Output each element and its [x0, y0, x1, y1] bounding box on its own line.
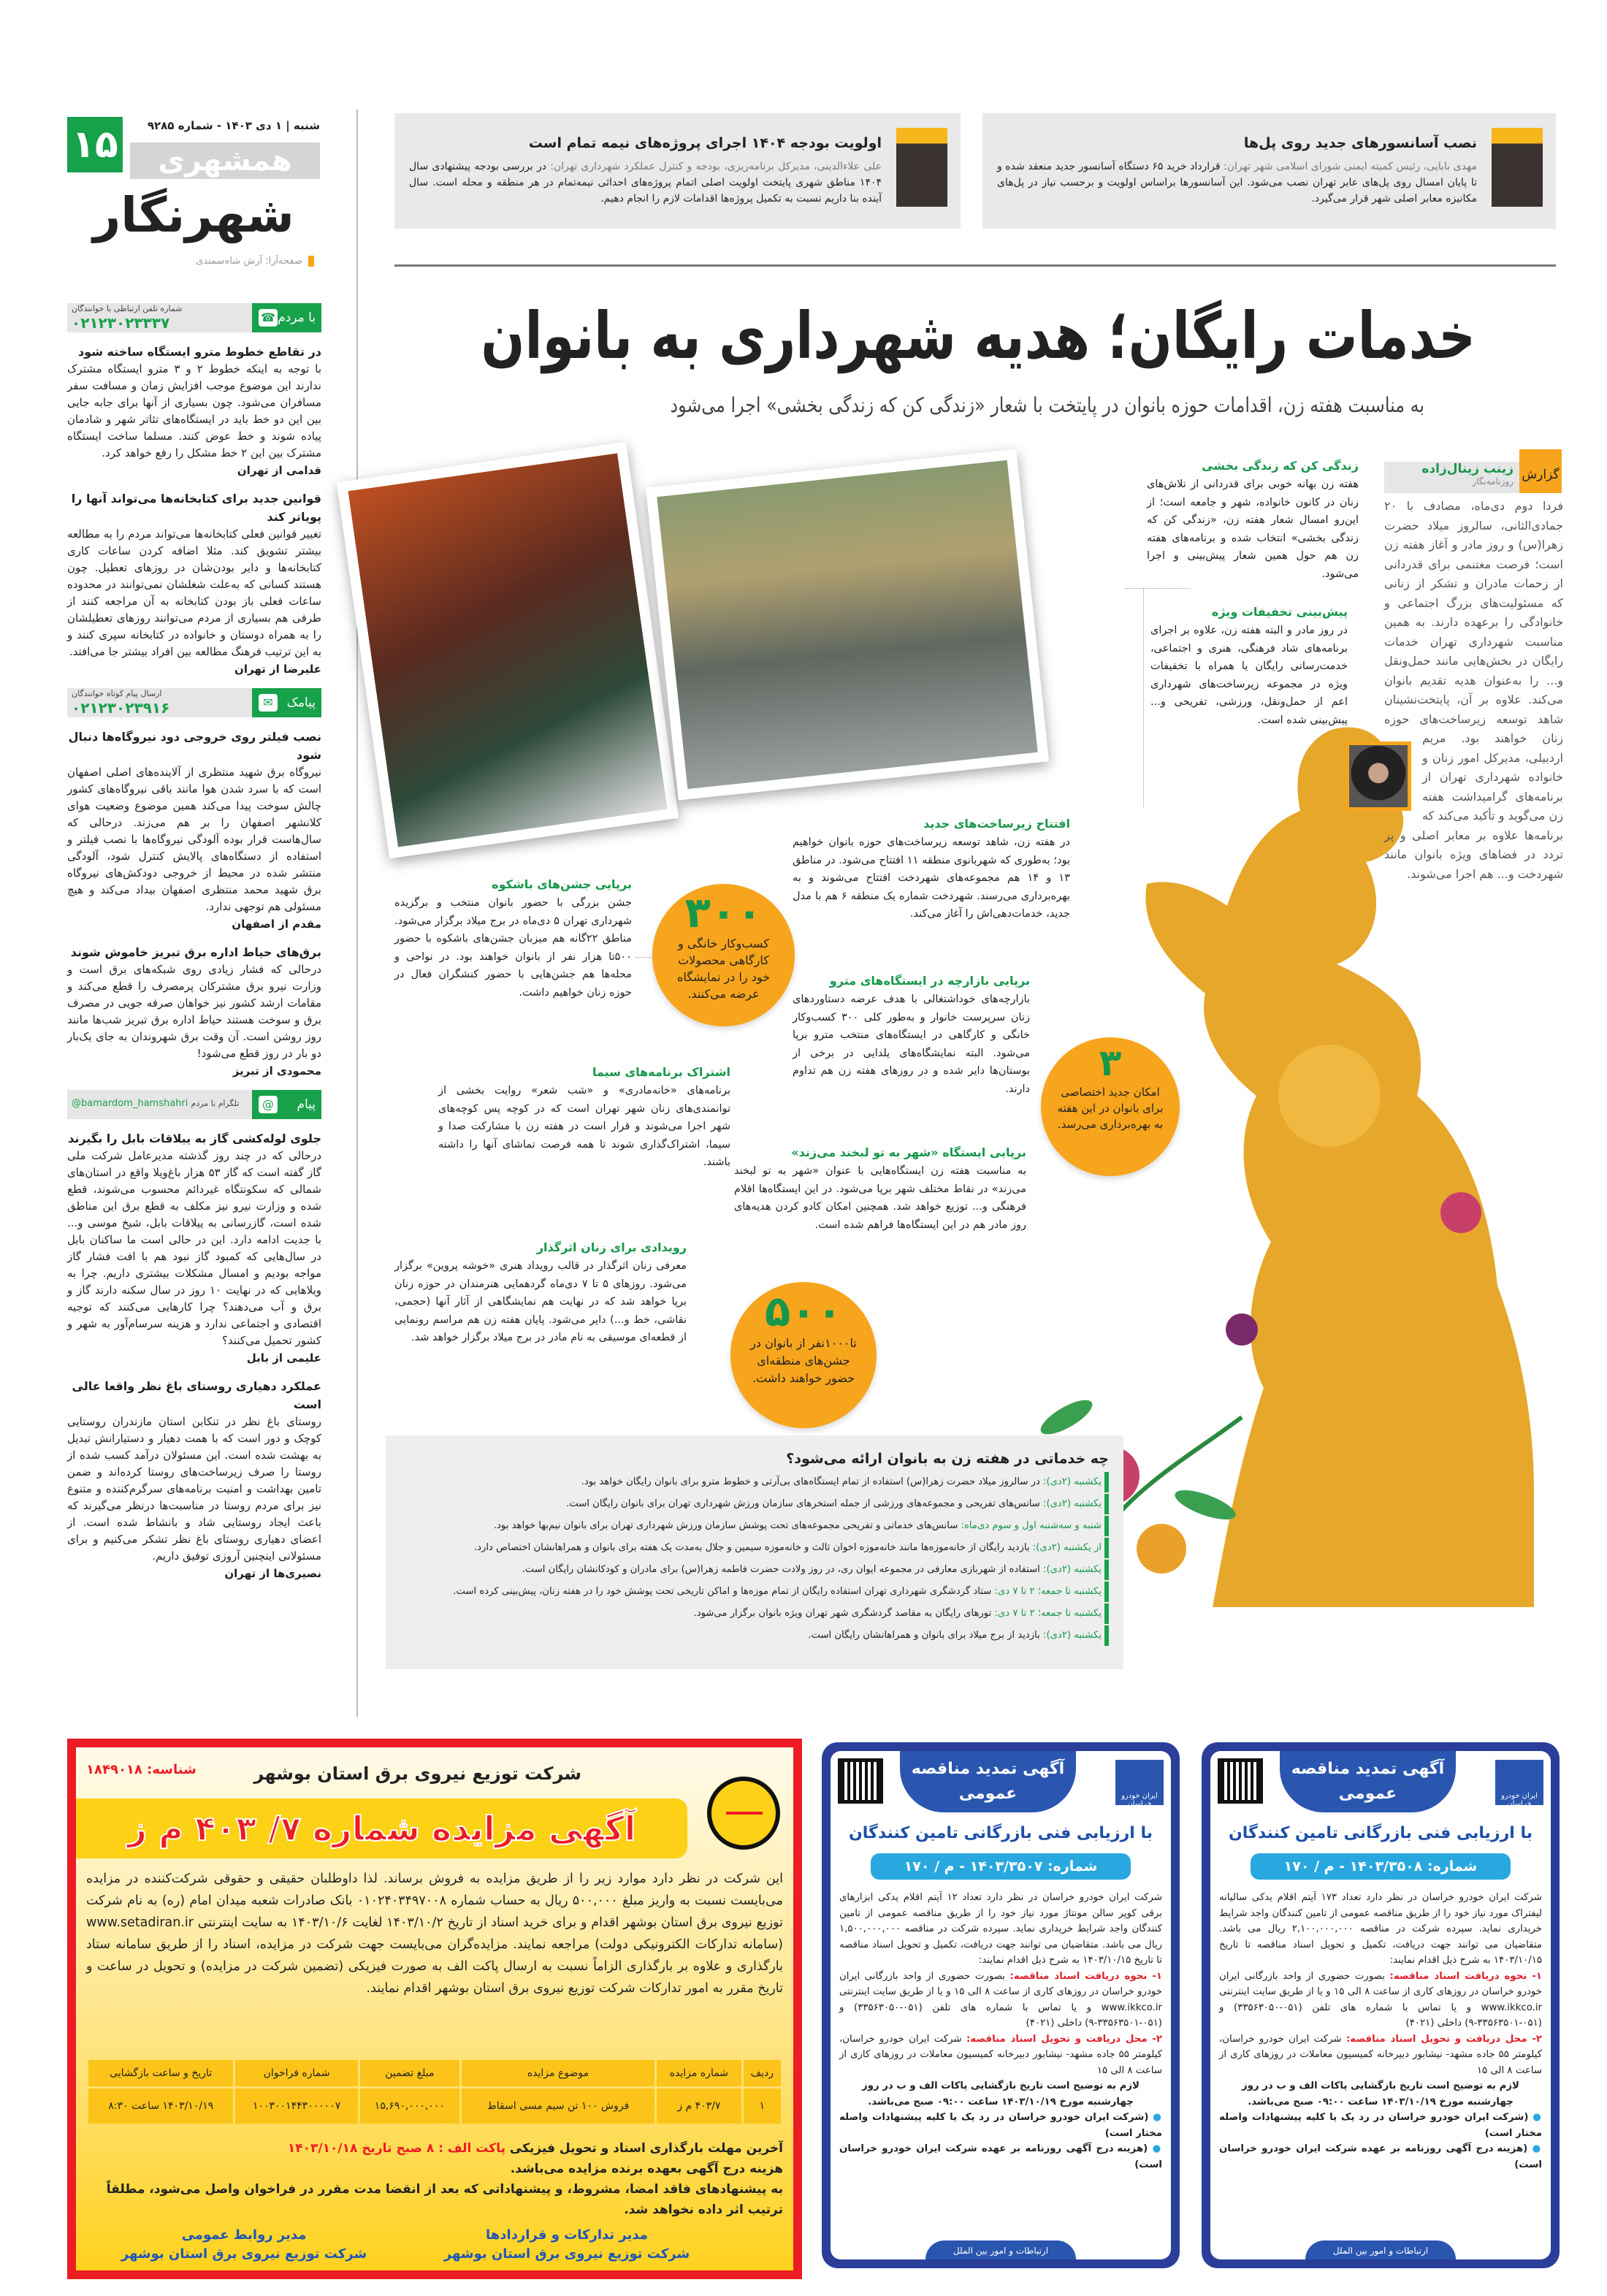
service-text: تورهای رایگان به مقاصد گردشگری شهر تهران ویژه بانوان برگزار می‌شود. — [693, 1608, 995, 1619]
service-text: استفاده از شهربازی معارفی در مجموعه ایوان ری، در روز ولادت حضرت فاطمه زهرا(س) برای مادران و کودکانشان رایگان است. — [522, 1564, 1044, 1575]
service-text: سانس‌های تفریحی و مجموعه‌های ورزشی از جمله استخرهای سازمان ورزش شهرداری تهران برای بانوان رایگان است. — [566, 1498, 1044, 1509]
table-header: موضوع مزایده — [462, 2060, 654, 2086]
service-item — [400, 1472, 1109, 1492]
services-title: چه خدماتی در هفته زن به بانوان ارائه می‌شود؟ — [786, 1451, 1109, 1467]
signature-procurement: مدیر تدارکات و قراردادها شرکت توزیع نیروی برق استان بوشهر — [443, 2227, 690, 2262]
table-header: ردیف — [744, 2060, 781, 2086]
table-header: مبلغ تضمین — [360, 2060, 459, 2086]
service-day: یکشنبه (۲دی): — [1043, 1630, 1102, 1641]
portrait-photo — [1492, 128, 1543, 207]
report-tag: گزارش — [1519, 449, 1562, 493]
info-item: برپایی بازارچه در ایستگاه‌های مترو بازارچه‌های خوداشتغالی با هدف عرضه دستاوردهای زنان سرپرست خانوار و به‌طور کلی ۳۰۰ کسب‌وکار خانگی و کارگاهی در ایستگاه‌های منتخب مترو برپا می‌شود. البته نمایشگاه‌های یلدایی در برخی از بوستان‌ها دایر شده و در روزهای هفته زن هم تداوم دارند. — [793, 974, 1030, 1095]
subheadline: به مناسبت هفته زن، اقدامات حوزه بانوان در پایتخت با شعار «زندگی کن که زندگی بخشی» اجرا می‌شود — [670, 393, 1424, 417]
top-story-title: اولویت بودجه ۱۴۰۴ اجرای پروژه‌های نیمه تمام است — [528, 135, 882, 151]
ad-body: این شرکت در نظر دارد موارد زیر را از طریق مزایده به فروش برساند. لذا داوطلبان حقیقی و حقوقی شرکت‌کننده در مزایده می‌بایست نسبت به واریز مبلغ ۵۰۰,۰۰۰ ریال به حساب شماره ۰۱۰۲۴۰۳۴۹۷۰۰۸ بانک صادرات شعبه میدان امام (ره) به نام شرکت توزیع نیروی برق استان بوشهر اقدام و برای خرید اسناد از تاریخ ۱۴۰۳/۱۰/۲ لغایت ۱۴۰۳/۱۰/۶ به سایت اینترنتی www.setadiran.ir (سامانه تدارکات الکترونیکی دولت) مراجعه نمایند. مزایده‌گران می‌بایست جهت شرکت در مزایده، اسناد را از طریق سامانه ستاد بارگذاری و علاوه بر بارگذاری الزاماً نسبت به ارسال پاکت الف به صورت فیزیکی (تضمین شرکت در مزایده) و تحویل در ساعت و تاریخ مقرر به امور تدارکات شرکت توزیع نیروی برق استان بوشهر اقدام نمایند. — [86, 1872, 784, 1996]
ad-footer: ارتباطات و امور بین الملل — [1305, 2240, 1456, 2259]
page-number: ۱۵ — [67, 117, 123, 172]
tender-number: شماره: ۱۴۰۳/۳۵۰۸ - م / ۱۷۰ — [1251, 1853, 1511, 1880]
ad-deadline: آخرین مهلت بارگذاری اسناد و تحویل فیزیکی پاکت الف : ۸ صبح تاریخ ۱۴۰۳/۱۰/۱۸ هزینه درج آگهی بعهده برنده مزایده می‌باشد. به پیشنهادهای فاقد امضا، مشروط، و پیشنهاداتی که بعد از انقضا مدت مقرر در فراخوان واصل می‌شود، مطلقاً ترتیب اثر داده نخواهد شد. — [106, 2141, 783, 2217]
service-text: در سالروز میلاد حضرت زهرا(س) استفاده از تمام ایستگاه‌های بی‌آرتی و خطوط مترو برای بانوان رایگان خواهد بود. — [581, 1476, 1044, 1487]
service-day: شنبه و سه‌شنبه اول و سوم دی‌ماه: — [961, 1520, 1102, 1531]
table-row — [88, 2089, 781, 2124]
page-headline: خدمات رایگان؛ هدیه شهرداری به بانوان — [481, 298, 1476, 373]
section-tag: با مردم — [252, 303, 321, 332]
signature-public-relations: مدیر روابط عمومی شرکت توزیع نیروی برق استان بوشهر — [121, 2227, 367, 2262]
service-day: یکشنبه (۲دی): — [1043, 1498, 1102, 1509]
auction-ad — [67, 1739, 802, 2279]
info-item: برپایی ایستگاه «شهر به تو لبخند می‌زند» به مناسبت هفته زن ایستگاه‌هایی با عنوان «شهر به تو لبخند می‌زند» در نقاط مختلف شهر برپا می‌شود. در این ایستگاه‌ها اقلام فرهنگی و... توزیع خواهد شد. همچنین امکان کادو کردن هدیه‌های روز مادر هم در این ایستگاه‌ها فراهم شده است. — [734, 1145, 1026, 1231]
services-list — [400, 1472, 1109, 1646]
info-item: رویدادی برای زنان اثرگذار معرفی زنان اثرگذار در قالب رویداد هنری «خوشه پروین» برگزار می‌شود. روزهای ۵ تا ۷ دی‌ماه گردهمایی هنرمندان در حوزه زنان برپا خواهد شد که در نهایت هم نمایشگاهی از آثار آنها (حجمی، نقاشی، خط و...) دایر می‌شود. پایان هفته زن هم مراسم رونمایی از قطعه‌ای موسیقی به نام مادر در برج میلاد برگزار خواهد شد. — [394, 1240, 687, 1343]
report-body: فردا دوم دی‌ماه، مصادف با ۲۰ جمادی‌الثانی، سالروز میلاد حضرت زهرا(س) و روز مادر و آغاز هفته زن است؛ فرصت مغتنمی برای قدردانی از زحمات مادران و تشکر از زنانی که مسئولیت‌های بزرگ اجتماعی و خانوادگی را برعهده دارند. به همین مناسبت شهرداری تهران خدمات رایگان در بخش‌هایی مانند حمل‌ونقل و... را به‌عنوان هدیه تقدیم بانوان می‌کند. علاوه بر آن، پایتخت‌نشینان شاهد توسعه زیرساخت‌های حوزه زنان خواهند بود. مریم اردبیلی، مدیرکل امور زنان و خانواده شهرداری تهران از برنامه‌های گرامیداشت هفته زن می‌گوید و تأکید می‌کند که برنامه‌ها علاوه بر معابر اصلی و پر تردد در فضاهای ویژه بانوان مانند شهردخت و... هم اجرا می‌شوند. — [1384, 499, 1563, 881]
qr-code-icon[interactable] — [1218, 1758, 1263, 1804]
table-cell: ۱ — [744, 2089, 781, 2124]
table-header: شماره فراخوان — [235, 2060, 358, 2086]
info-item: برپایی جشن‌های باشکوه جشن بزرگی با حضور بانوان منتخب و برگزیده شهرداری تهران ۵ دی‌ماه در برج میلاد برگزار می‌شود. مناطق ۲۲گانه هم میزبان جشن‌های باشکوه با حضور ۵۰۰تا هزار نفر از بانوان خواهند بود. در نواحی و محله‌ها هم جشن‌هایی با حضور کنشگران فعال در حوزه زنان خواهیم داشت. — [394, 877, 632, 999]
service-day: یکشنبه تا جمعه؛ ۲ تا ۷ دی: — [994, 1586, 1102, 1597]
info-item: افتتاح زیرساخت‌های جدید در هفته زن، شاهد توسعه زیرساخت‌های حوزه بانوان خواهیم بود؛ به‌طوری که شهربانوی منطقه ۱۱ افتتاح می‌شود. در مناطق ۱۳ و ۱۴ هم مجموعه‌های شهردخت افتتاح می‌شوند و به بهره‌برداری می‌رسند. شهردخت شماره یک منطقه ۶ هم با مدل جدید، خدمات‌دهی‌اش را آغاز می‌کند. — [793, 817, 1070, 920]
page-designer: صفحه‌آرا: آرش شاه‌سمندی — [110, 256, 314, 267]
service-text: بازدید رایگان از خانه‌موزه‌ها مانند خانه‌موزه اخوان ثالث و خانه‌موزه سیمین و جلال به‌مدت یک هفته برای بانوان و همراهانشان اختصاص دارد. — [473, 1542, 1033, 1553]
divider — [394, 264, 1556, 267]
section-tag: پیامک — [252, 688, 321, 717]
section-header-telegram — [67, 1090, 321, 1119]
letter: جلوی لوله‌کشی گاز به ییلاقات بابل را بگیرند درحالی که در چند روز گذشته مدیرعامل شرکت ملی گاز گفته است که گاز ۵۳ هزار باغ‌ویلا واقع در استان‌های شمالی که سکونتگاه غیردائم محسوب می‌شوند، قطع شده و وزارت نیرو نیز مکلف به قطع برق این مناطق شده است، گازرسانی به ییلاقات بابل، شیخ موسی و... با جدیت ادامه دارد. این در حالی است ما ساکنان بابل در سال‌هایی که کمبود گاز نبود هم با افت فشار گاز مواجه بودیم و امسال مشکلات بیشتری داریم. چرا به ویلاهایی که در نهایت ۱۰ روز در سال سکنه دارند گاز و برق و آب می‌دهند؟ چرا کارهایی می‌کنند که توجیه اقتصادی و اجتماعی ندارد و هزینه سرسام‌آور به شهر و کشور تحمیل می‌کنند؟ علیمی از بابل — [67, 1132, 322, 1365]
service-item — [400, 1603, 1109, 1624]
stat-circle: ۳ امکان جدید اختصاصی برای بانوان در این هفته به بهره‌برداری می‌رسد. — [1041, 1037, 1180, 1176]
table-header: تاریخ و ساعت بازگشایی — [88, 2060, 233, 2086]
section-tag: پیام — [252, 1090, 321, 1119]
top-story-body: علی علاءالدینی، مدیرکل برنامه‌ریزی، بودجه و کنترل عملکرد شهرداری تهران: در بررسی بودجه پیشنهادی سال ۱۴۰۴ مناطق شهری پایتخت اولویت اصلی اتمام پروژه‌های احداثی نیمه‌تمام در هر منطقه و محله است. سال آینده بنا داریم نسبت به تکمیل پروژه‌ها اقدامات لازم را انجام دهیم. — [409, 161, 882, 205]
service-text: سانس‌های خدماتی و تفریحی مجموعه‌های تحت پوشش سازمان ورزش شهرداری تهران برای بانوان نیم‌بها خواهد بود. — [493, 1520, 961, 1531]
photo-rainy-street — [646, 449, 1049, 801]
service-day: از یکشنبه (۲دی): — [1032, 1542, 1102, 1553]
services-box — [386, 1435, 1123, 1669]
company-logo-icon — [707, 1777, 780, 1850]
ad-id: شناسه: ۱۸۴۹۰۱۸ — [86, 1762, 196, 1777]
section-header-sms: پیامک ✉ ارسال پیام کوتاه خوانندگان ۰۲۱۲۳۰۲۳۹۱۶ — [67, 688, 321, 717]
ad-body: شرکت ایران خودرو خراسان در نظر دارد تعداد ۱۲ آیتم اقلام یدکی ابزارهای برقی کوپر سالن مونتاژ مورد نیاز خود را از طریق مناقصه عمومی از تامین کنندگان واجد شرایط خریداری نماید. سپرده شرکت در مناقصه ۱,۵۰۰,۰۰۰,۰۰۰ ریال می باشد. متقاضیان می توانند جهت دریافت، تکمیل و تحویل اسناد مناقصه تا تاریخ ۱۴۰۳/۱۰/۱۵ به شرح ذیل اقدام نمایند: ۱- نحوه دریافت اسناد مناقصه: بصورت حضوری از واحد بازرگانی ایران خودرو خراسان در روزهای کاری از ساعت ۸ الی ۱۵ و یا از طریق سایت اینترنتی www.ikkco.ir و یا تماس با شماره های تلفن (۰۵۱-۳۳۵۶۳۰۵۰) و (۰۵۱-۳۳۵۶۳۵۰۱-۹) داخلی (۴۰۲۱) ۲- محل دریافت و تحویل اسناد مناقصه: شرکت ایران خودرو خراسان، کیلومتر ۵۵ جاده مشهد- نیشابور دبیرخانه کمیسیون معاملات در روزهای کاری از ساعت ۸ الی ۱۵ لازم به توضیح است تاریخ بازگشایی پاکات الف و ب در روز چهارشنبه مورخ ۱۴۰۳/۱۰/۱۹ ساعت ۰۹:۰۰ صبح می‌باشد. ● (شرکت ایران خودرو خراسان در رد یک یا کلیه پیشنهادات واصله مختار است) ● (هزینه درج آگهی روزنامه بر عهده شرکت ایران خودرو خراسان است) — [839, 1890, 1162, 2173]
section-header-phone: با مردم ☎ شماره تلفن ارتباطی با خوانندگان ۰۲۱۲۳۰۲۳۳۳۷ — [67, 303, 321, 332]
iran-khodro-logo-icon: ایران خودرو خراسان — [1495, 1760, 1543, 1805]
top-story-budget — [394, 113, 961, 229]
qr-code-icon[interactable] — [838, 1758, 883, 1804]
phone-number: ۰۲۱۲۳۰۲۳۳۳۷ — [72, 314, 170, 332]
tender-ad — [822, 1742, 1180, 2268]
photo-women-celebration — [337, 442, 679, 859]
table-cell: ۱۴۰۳/۱۰/۱۹ ساعت ۸:۳۰ — [88, 2089, 233, 2124]
report-byline — [1384, 462, 1519, 493]
top-story-title: نصب آسانسورهای جدید روی پل‌ها — [1243, 135, 1477, 151]
telegram-handle[interactable]: @bamardom_hamshahri تلگرام با مردم — [72, 1098, 240, 1109]
ad-banner: آگهی تمدید مناقصه عمومی — [900, 1751, 1076, 1812]
table-header: شماره مزایده — [657, 2060, 741, 2086]
ad-banner: آگهی تمدید مناقصه عمومی — [1280, 1751, 1456, 1812]
connector-line — [1143, 588, 1144, 807]
service-day: یکشنبه تا جمعه؛ ۲ تا ۷ دی: — [994, 1608, 1102, 1619]
iran-khodro-logo-icon: ایران خودرو خراسان — [1115, 1760, 1164, 1805]
service-item — [400, 1516, 1109, 1536]
brand-logo: همشهری — [130, 142, 320, 179]
portrait-photo — [896, 128, 947, 207]
ad-footer: ارتباطات و امور بین الملل — [925, 2240, 1076, 2259]
connector-line — [1125, 588, 1191, 589]
service-day: یکشنبه (۲دی): — [1043, 1564, 1102, 1575]
table-cell: فروش ۱۰۰ تن سیم مسی اسقاط — [462, 2089, 654, 2124]
service-item — [400, 1625, 1109, 1646]
service-item — [400, 1582, 1109, 1602]
phone-icon: ☎ — [259, 309, 278, 327]
info-item: اشتراک برنامه‌های سیما برنامه‌های «خانه‌مادری» و «شب شعر» روایت بخشی از توانمندی‌های زنان شهر تهران است که در کوچه پس کوچه‌های شهر اجرا می‌شوند و قرار است در هفته زن با مشارکت صدا و سیما، اشتراک‌گذاری شوند تا همه فرصت تماشای آنها را داشته باشند. — [438, 1065, 730, 1168]
tender-ad — [1202, 1742, 1560, 2268]
author-role: روزنامه‌نگار — [1472, 476, 1514, 487]
table-cell: ۱۰۰۳۰۰۱۴۴۳۰۰۰۰۰۷ — [235, 2089, 358, 2124]
section-title: شهرنگار — [93, 187, 294, 243]
auction-table — [86, 2058, 783, 2126]
readers-column — [67, 303, 321, 1582]
ad-heading: با ارزیابی فنی بازرگانی تامین کنندگان — [848, 1824, 1153, 1842]
letter: قوانین جدید برای کتابخانه‌ها می‌تواند آنها را پویاتر کند تغییر قوانین فعلی کتابخانه‌ها می‌تواند مردم را به مطالعه بیشتر تشویق کند. مثلا اضافه کردن ساعات کاری کتابخانه‌ها و دایر بودن‌شان در روزهای تعطیل. چون هستند کسانی که به‌علت شغلشان نمی‌توانند در محدوده ساعات فعلی باز بودن کتابخانه به آن مراجعه کنند از طرفی هم بسیاری از مردم می‌توانند روزهای تعطیلشان را به همراه دوستان و خانواده در کتابخانه سپری کنند و به این ترتیب فرهنگ مطالعه بین افراد بیشتر جا می‌افتد. علیرضا از تهران — [67, 492, 321, 676]
at-icon: @ — [259, 1096, 278, 1113]
ad-company: شرکت توزیع نیروی برق استان بوشهر — [253, 1763, 581, 1784]
column-divider — [356, 110, 358, 1717]
top-story-elevators — [982, 113, 1556, 229]
letter: در تقاطع خطوط مترو ایستگاه ساخته شود با توجه به اینکه خطوط ۲ و ۳ مترو ایستگاه مشترک ندارند این موضوع موجب افزایش زمان و مسافت سفر مسافران می‌شود. چون بسیاری از آنها برای جابه جایی بین این دو خط باید در ایستگاه‌های تئاتر شهر و شادمان پیاده شوند و خط عوض کنند. مسلما ساخت ایستگاه مشترک بین این ۲ خط مشکل را رفع خواهد کرد. قدامی از تهران — [67, 345, 322, 477]
top-story-body: مهدی بابایی، رئیس کمیته ایمنی شورای اسلامی شهر تهران: قرارداد خرید ۶۵ دستگاه آسانسور جدید منعقد شده و تا پایان امسال روی پل‌های عابر تهران نصب می‌شود. این آسانسورها براساس اولویت و برحسب نیاز در پل‌های مکانیزه معابر اصلی شهر قرار می‌گیرد. — [997, 161, 1477, 205]
child-head — [1278, 1045, 1381, 1147]
service-item — [400, 1538, 1109, 1558]
service-item — [400, 1494, 1109, 1514]
ad-heading: با ارزیابی فنی بازرگانی تامین کنندگان — [1228, 1824, 1532, 1842]
service-item — [400, 1560, 1109, 1580]
dateline: شنبه | ۱ دی ۱۴۰۳ - شماره ۹۲۸۵ — [147, 119, 320, 132]
stat-circle: ۵۰۰ تا۱۰۰۰نفر از بانوان در جشن‌های منطقه‌ای حضور خواهند داشت. — [730, 1282, 877, 1428]
letter: برق‌های حیاط اداره برق تبریز خاموش شوند درحالی که فشار زیادی روی شبکه‌های برق است و وزارت نیرو برق مشترکان پرمصرف را قطع می‌کند و مقامات ارشد کشور نیز خواهان صرفه جویی در مصرف برق و سوخت هستند حیاط اداره برق تبریز شب‌ها مانند روز روشن است. آن وقت برق شهروندان به جای یک‌بار دو بار در روز قطع می‌شود! محمودی از تبریز — [67, 945, 321, 1078]
report-body-wrap — [1384, 497, 1563, 884]
ad-body: شرکت ایران خودرو خراسان در نظر دارد تعداد ۱۷۳ آیتم اقلام یدکی سالیانه لیفتراک مورد نیاز خود را از طریق مناقصه عمومی از تامین کنندگان واجد شرایط خریداری نماید. سپرده شرکت در مناقصه ۲,۱۰۰,۰۰۰,۰۰۰ ریال می باشد. متقاضیان می توانند جهت دریافت، تکمیل و تحویل اسناد مناقصه تا تاریخ ۱۴۰۳/۱۰/۱۵ به شرح ذیل اقدام نمایند: ۱- نحوه دریافت اسناد مناقصه: بصورت حضوری از واحد بازرگانی ایران خودرو خراسان در روزهای کاری از ساعت ۸ الی ۱۵ و یا از طریق سایت اینترنتی www.ikkco.ir و یا تماس با شماره های تلفن (۰۵۱-۳۳۵۶۳۰۵۰) و (۰۵۱-۳۳۵۶۳۵۰۱-۹) داخلی (۴۰۲۱) ۲- محل دریافت و تحویل اسناد مناقصه: شرکت ایران خودرو خراسان، کیلومتر ۵۵ جاده مشهد- نیشابور دبیرخانه کمیسیون معاملات در روزهای کاری از ساعت ۸ الی ۱۵ لازم به توضیح است تاریخ بازگشایی پاکات الف و ب در روز چهارشنبه مورخ ۱۴۰۳/۱۰/۱۹ ساعت ۰۹:۰۰ صبح می‌باشد. ● (شرکت ایران خودرو خراسان در رد یک یا کلیه پیشنهادات واصله مختار است) ● (هزینه درج آگهی روزنامه بر عهده شرکت ایران خودرو خراسان است) — [1219, 1890, 1542, 2173]
letter: نصب فیلتر روی خروجی دود نیروگاه‌ها دنبال شود نیروگاه برق شهید منتظری از آلاینده‌های اصلی اصفهان است که با سرد شدن هوا مانند باقی نیروگاه‌های کشور چالش سوخت پیدا می‌کند همین موضوع وضعیت هوای کلانشهر اصفهان را بر هم می‌زند. درحالی که سال‌هاست قرار بوده آلودگی نیروگاه‌ها با نصب فیلتر و استفاده از دستگاه‌های پالایش کنترل شود، آلودگی منتشر شده در محیط از خروجی دودکش‌های نیروگاه برق شهید محمد منتظری اصفهان بیداد می‌کند و هیچ مسئولی هم توجهی ندارد. مقدم از اصفهان — [67, 730, 321, 931]
stat-circle: ۳۰۰ کسب‌وکار خانگی و کارگاهی محصولات خود را در نمایشگاه عرضه می‌کنند. — [652, 884, 795, 1026]
table-cell: ۴۰۳/۷ م ز — [657, 2089, 741, 2124]
author-name: زینب زینال‌زاده — [1421, 462, 1514, 476]
interviewee-photo — [1345, 741, 1411, 811]
letter: عملکرد دهیاری روستای باغ نظر واقعا عالی است روستای باغ نظر در تنکابن استان مازندران روستایی کوچک و دور است که با همت دهیار و دستیارانش تبدیل به بهشت شده است. این مسئولان درآمد کسب شده از روستا را صرف زیرساخت‌های روستا کرده‌اند و ضمن تامین بهداشت و امنیت برنامه‌های سرگرم‌کننده و متنوع نیز برای مردم روستا در مناسبت‌ها درنظر می‌گیرند که باعث ایجاد روستایی شاد و بانشاط شده است. از اعضای دهیاری روستای باغ نظر تشکر می‌کنیم و برای مسئولانی اینچنین آروزی توفیق داریم. نصیری‌ها از تهران — [67, 1379, 321, 1580]
service-text: بازدید از برج میلاد برای بانوان و همراهانشان رایگان است. — [808, 1630, 1044, 1641]
ad-title-band: آگهی مزایده شماره ۷/ ۴۰۳ م ز — [76, 1799, 687, 1858]
service-day: یکشنبه (۲دی): — [1043, 1476, 1102, 1487]
table-cell: ۱۵,۶۹۰,۰۰۰,۰۰۰ — [360, 2089, 459, 2124]
info-item: زندگی کن که زندگی بخشی هفته زن بهانه خوبی برای قدردانی از تلاش‌های زنان در کانون خانواده، شهر و جامعه است؛ از این‌رو امسال شعار هفته زن، «زندگی کن که زندگی بخشی» انتخاب شده و برنامه‌های هفته زن هم حول همین شعار پیش‌بینی و اجرا می‌شود. — [1147, 459, 1359, 580]
info-item: پیش‌بینی تخفیفات ویژه در روز مادر و البته هفته زن، علاوه بر اجرای برنامه‌های شاد فرهنگی، هنری و اجتماعی، خدمت‌رسانی رایگان یا همراه با تخفیفات ویژه در مجموعه زیرساخت‌های شهرداری اعم از حمل‌ونقل، ورزشی، تفریحی و... پیش‌بینی شده است. — [1150, 605, 1348, 726]
envelope-icon: ✉ — [259, 694, 278, 712]
service-text: ستاد گردشگری شهرداری تهران استفاده رایگان از تمام موزه‌ها و اماکن تاریخی تحت پوشش خود را در هفته زنان، پیش‌بینی کرده است. — [453, 1586, 995, 1597]
sms-number: ۰۲۱۲۳۰۲۳۹۱۶ — [72, 699, 170, 717]
tender-number: شماره: ۱۴۰۳/۳۵۰۷ - م / ۱۷۰ — [871, 1853, 1131, 1880]
